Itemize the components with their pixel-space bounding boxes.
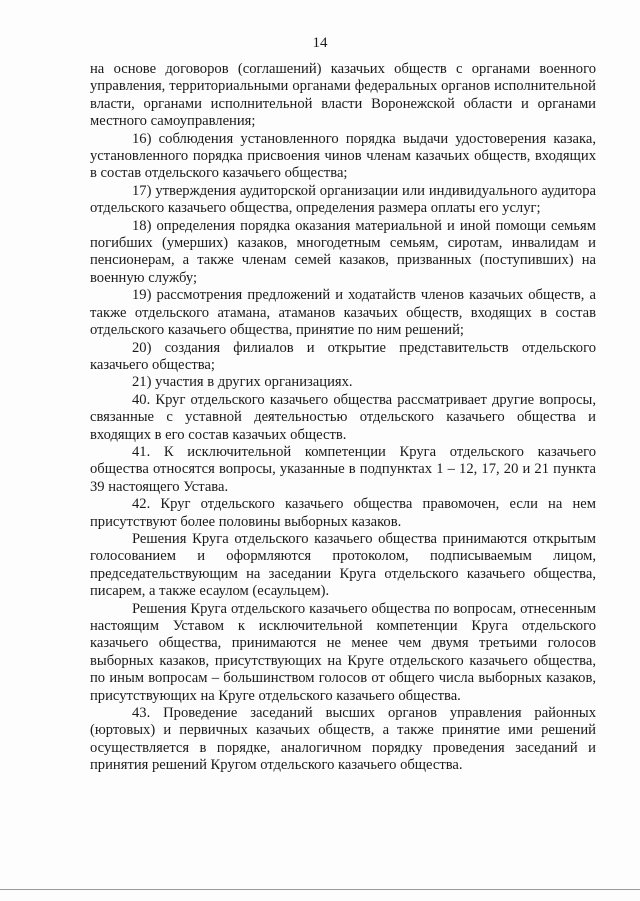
paragraph: 21) участия в других организациях. [132, 374, 353, 391]
page-number: 14 [312, 35, 328, 51]
paragraph: 42. Круг отдельского казачьего общества правомочен, если на нем присутствуют более половины выборных казаков. [90, 496, 596, 530]
paragraph: 41. К исключительной компетенции Круга отдельского казачьего общества относятся вопросы, указанные в подпунктах 1 – 12, 17, 20 и 21 пункта 39 настоящего Устава. [90, 443, 596, 495]
paragraph: 17) утверждения аудиторской организации или индивидуального аудитора отдельского казачьего общества, определения размера оплаты его услуг; [90, 182, 596, 217]
bottom-divider [0, 889, 640, 890]
paragraph: Решения Круга отдельского казачьего общества принимаются открытым голосованием и оформляются протоколом, подписываемым лицом, председательствующим на заседании Круга отдельского казачьего общества, писарем, а также есаулом (есаульцем). [90, 530, 596, 600]
document-body [90, 61, 596, 775]
paragraph: 20) создания филиалов и открытие представительств отдельского казачьего общества; [90, 339, 596, 373]
paragraph: 19) рассмотрения предложений и ходатайств членов казачьих обществ, а также отдельского атамана, атаманов казачьих обществ, входящих в состав отдельского казачьего общества, принятие по ним решений; [90, 287, 596, 339]
paragraph: на основе договоров (соглашений) казачьих обществ с органами военного управления, территориальными органами федеральных органов исполнительной власти, органами исполнительной власти Воронежской области и органами местного самоуправления; [90, 61, 596, 130]
paragraph: Решения Круга отдельского казачьего общества по вопросам, отнесенным настоящим Уставом к исключительной компетенции Круга отдельского казачьего общества, принимаются не менее чем двумя третьими голосов выборных казаков, присутствующих на Круге отдельского казачьего общества, по иным вопросам – большинством голосов от общего числа выборных казаков, присутствующих на Круге отдельского казачьего общества. [90, 600, 596, 704]
paragraph: 43. Проведение заседаний высших органов управления районных (юртовых) и первичных казачьих обществ, а также принятие ими решений осуществляется в порядке, аналогичном порядку проведения заседаний и принятия решений Кругом отдельского казачьего общества. [90, 705, 596, 774]
paragraph: 40. Круг отдельского казачьего общества рассматривает другие вопросы, связанные с уставной деятельностью отдельского казачьего общества и входящих в его состав казачьих обществ. [90, 391, 596, 443]
paragraph: 16) соблюдения установленного порядка выдачи удостоверения казака, установленного порядка присвоения чинов членам казачьих обществ, входящих в состав отдельского казачьего общества; [90, 130, 596, 182]
paragraph: 18) определения порядка оказания материальной и иной помощи семьям погибших (умерших) казаков, многодетным семьям, сиротам, инвалидам и пенсионерам, а также членам семей казаков, призванных (поступивших) на военную службу; [90, 217, 596, 286]
